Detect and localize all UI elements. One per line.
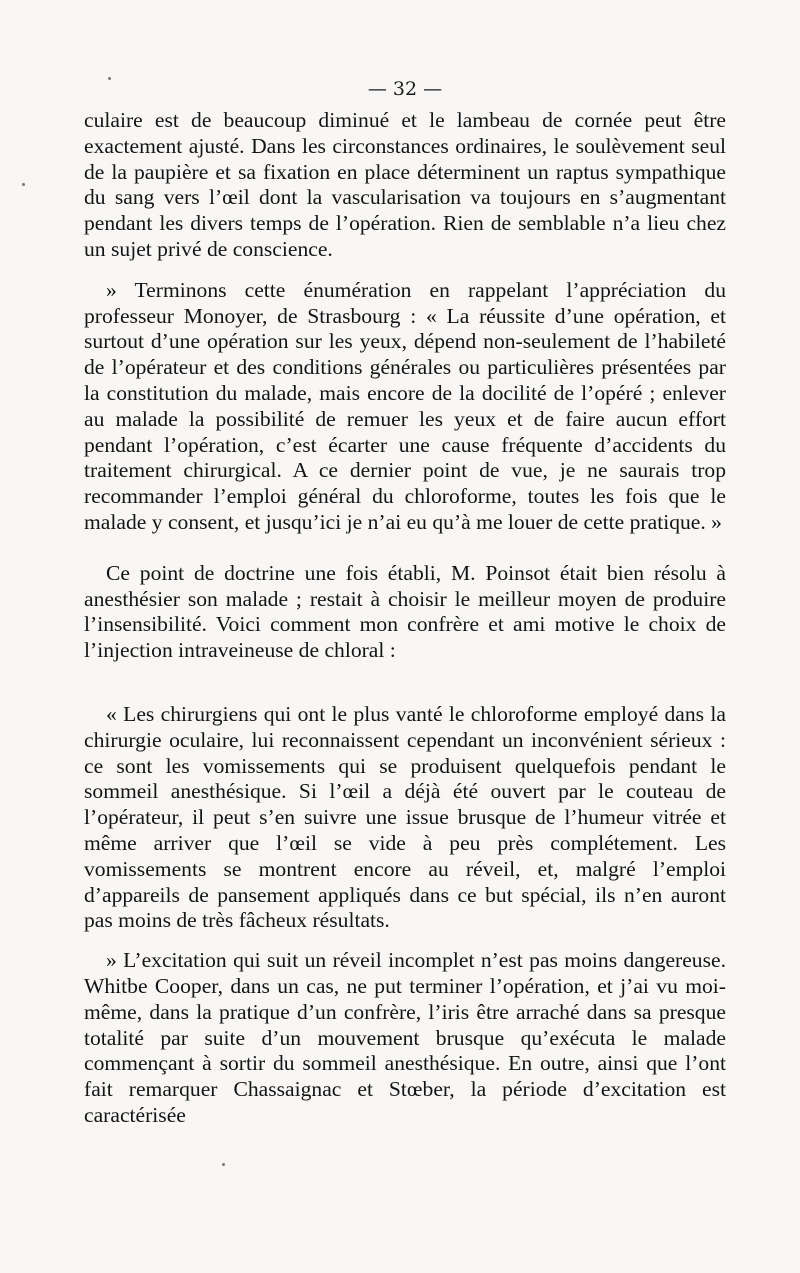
paragraph-5: » L’excitation qui suit un réveil incomplet n’est pas moins dangereuse. Whitbe Cooper, dans un cas, ne put terminer l’opération, et j’ai vu moi-même, dans la pratique d’un confrère, l’iris être arraché dans sa presque totalité par suite d’un mouvement brusque qu’exécuta le malade commençant à sortir du sommeil anesthésique. En outre, ainsi que l’ont fait remarquer Chassaignac et Stœber, la période d’excitation est caractérisée [84,948,726,1127]
paper-speck [22,183,25,186]
paragraph-1: culaire est de beaucoup diminué et le lambeau de cornée peut être exactement ajusté. Dans les circonstances ordinaires, le soulèvement seul de la paupière et sa fixation en place déterminent un raptus sympathique du sang vers l’œil dont la vascularisation va toujours en s’augmentant pendant les divers temps de l’opération. Rien de semblable n’a lieu chez un sujet privé de conscience. [84,108,726,261]
body-text [84,108,726,1129]
paper-speck [108,77,111,80]
paragraph-4: « Les chirurgiens qui ont le plus vanté le chloroforme employé dans la chirurgie oculaire, lui reconnaissent cependant un inconvénient sérieux : ce sont les vomissements qui se produisent quelquefois pendant le sommeil anesthésique. Si l’œil a déjà été ouvert par le couteau de l’opérateur, il peut s’en suivre une issue brusque de l’humeur vitrée et même arriver que l’œil se vide à peu près complétement. Les vomissements se montrent encore au réveil, et, malgré l’emploi d’appareils de pansement appliqués dans ce but spécial, ils n’en auront pas moins de très fâcheux résultats. [84,701,726,933]
paragraph-3: Ce point de doctrine une fois établi, M. Poinsot était bien résolu à anesthésier son malade ; restait à choisir le meilleur moyen de produire l’insensibilité. Voici comment mon confrère et ami motive le choix de l’injection intraveineuse de chloral : [84,560,726,663]
page-number: — 32 — [367,78,443,100]
paper-speck [222,1163,225,1166]
paragraph-2: » Terminons cette énumération en rappelant l’appréciation du professeur Monoyer, de Strasbourg : « La réussite d’une opération, et surtout d’une opération sur les yeux, dépend non-seulement de l’habileté de l’opérateur et des conditions générales ou particulières présentées par la constitution du malade, mais encore de la docilité de l’opéré ; enlever au malade la possibilité de remuer les yeux et de faire aucun effort pendant l’opération, c’est écarter une cause fréquente d’accidents du traitement chirurgical. A ce dernier point de vue, je ne saurais trop recommander l’emploi général du chloroforme, toutes les fois que le malade y consent, et jusqu’ici je n’ai eu qu’à me louer de cette pratique. » [84,277,726,534]
